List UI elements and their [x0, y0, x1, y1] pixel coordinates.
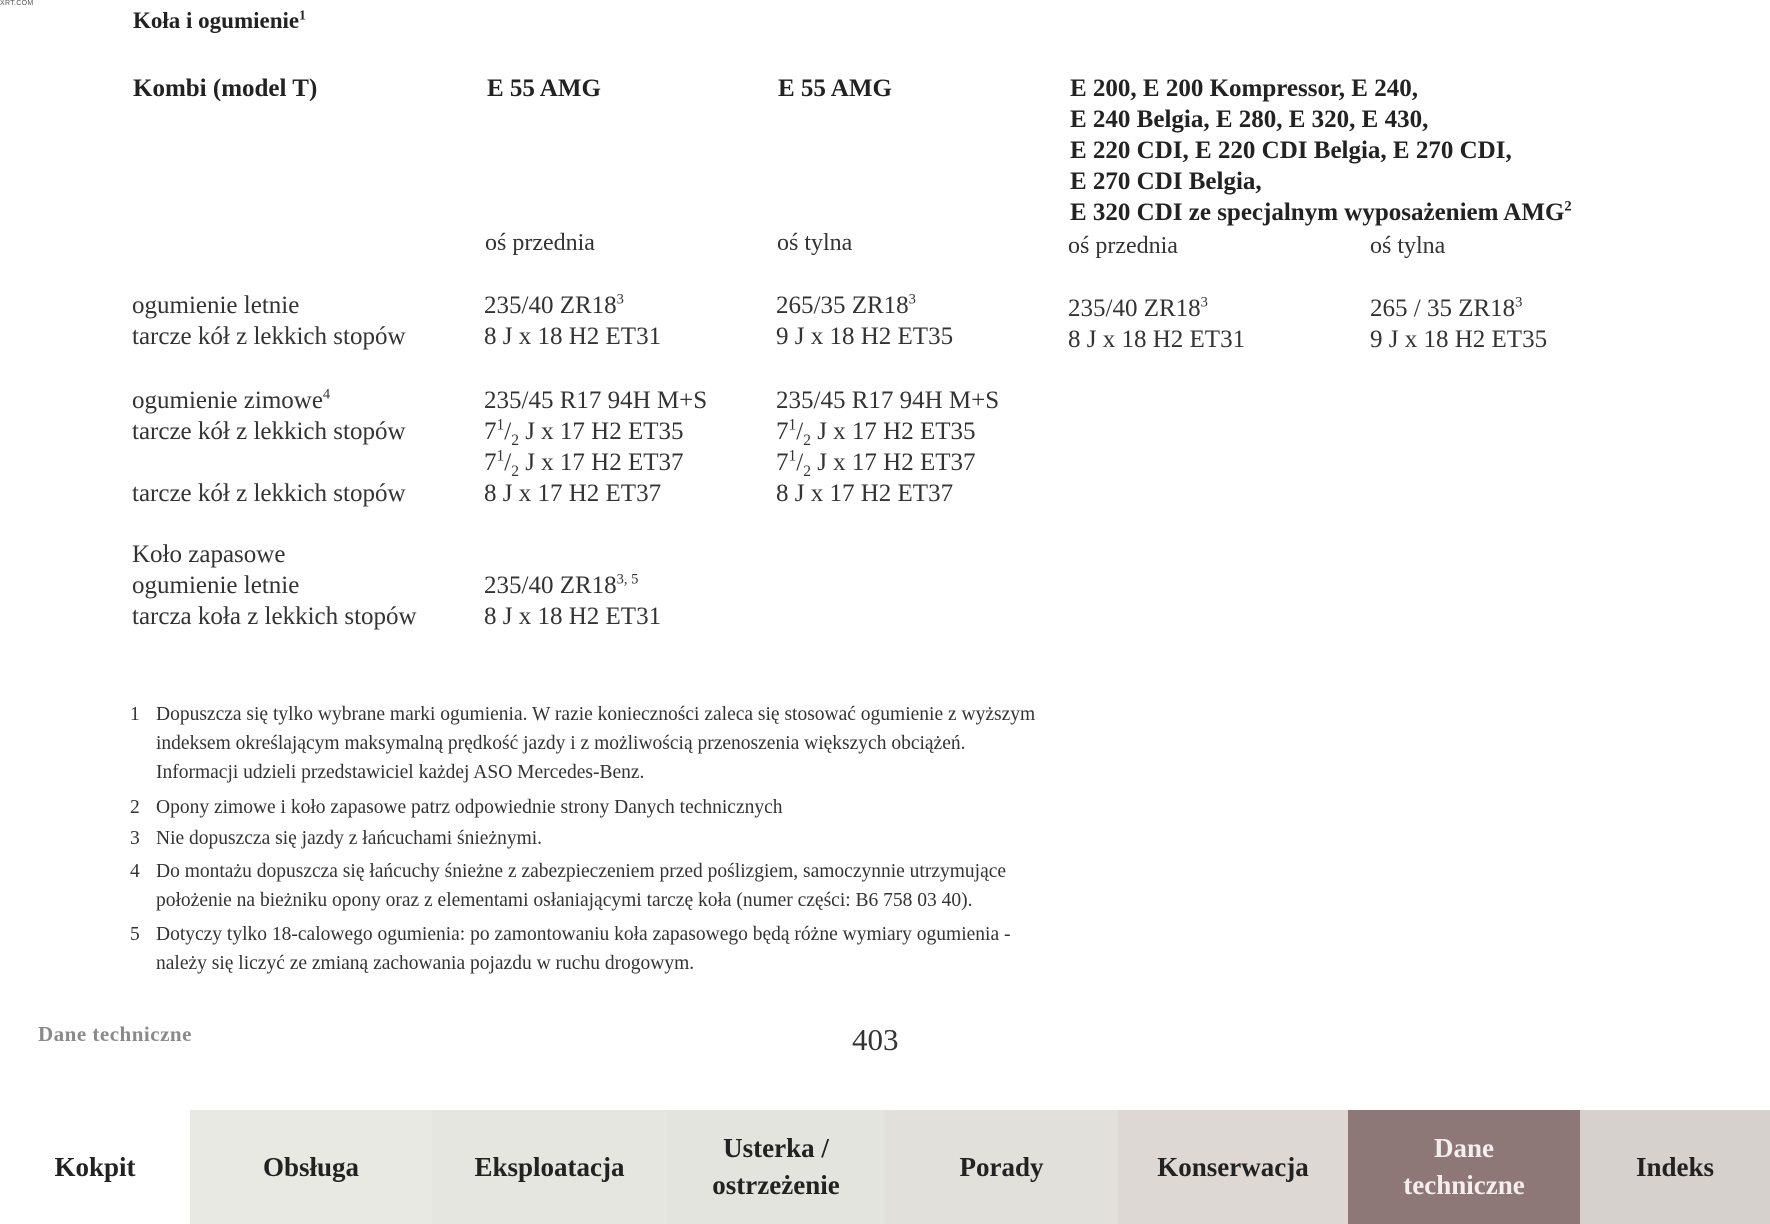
value-summer-tire — [776, 290, 916, 321]
header-col3-line: E 240 Belgia, E 280, E 320, E 430, — [1070, 106, 1429, 133]
header-col3-line-last — [1070, 197, 1572, 228]
header-col3-line: E 200, E 200 Kompressor, E 240, — [1070, 75, 1418, 102]
footnote-number: 1 — [130, 704, 140, 725]
rim-fraction-den: 2 — [511, 463, 519, 480]
footnote-number: 4 — [130, 861, 140, 882]
value-rim: 8 J x 17 H2 ET37 — [484, 480, 662, 507]
header-col3-footnote-ref: 2 — [1564, 198, 1572, 215]
value-rim: $7^1/_2$ J x 17 H2 ET35 — [776, 416, 976, 449]
footnote-ref: 3 — [1200, 294, 1208, 311]
value-text: 235/40 ZR18 — [1068, 295, 1201, 322]
watermark: XRT.COM — [0, 0, 34, 7]
page-title-footnote-ref: 1 — [299, 7, 306, 23]
tab-indeks[interactable] — [1580, 1110, 1770, 1224]
rim-whole: 7 — [484, 449, 497, 476]
tab-label: Eksploatacja — [474, 1151, 625, 1182]
tab-label: Porady — [959, 1151, 1044, 1182]
footnote-line: należy się liczyć ze zmianą zachowania pojazdu w ruchu drogowym. — [156, 953, 695, 974]
section-tab-bar — [0, 1110, 1770, 1224]
subheader-front-axle: oś przednia — [1068, 233, 1178, 259]
footnote-line: Nie dopuszcza się jazdy z łańcuchami śnieżnymi. — [156, 828, 543, 849]
tab-label — [712, 1130, 839, 1204]
footnote-line: indeksem określającym maksymalną prędkość jazdy i z możliwością przenoszenia większych obciążeń. — [156, 733, 966, 754]
value-summer-tire — [484, 290, 624, 321]
header-col1-model: E 55 AMG — [487, 75, 601, 102]
footnote-number: 2 — [130, 797, 140, 818]
tab-usterka-ostrzezenie[interactable] — [667, 1110, 885, 1224]
label-spare-wheel: Koło zapasowe — [132, 541, 286, 568]
label-alloy-rims: tarcze kół z lekkich stopów — [132, 323, 406, 350]
footnote-number: 5 — [130, 924, 140, 945]
subheader-rear-axle: oś tylna — [1370, 233, 1446, 259]
rim-rest: J x 17 H2 ET37 — [810, 449, 976, 476]
tab-label: Konserwacja — [1157, 1151, 1309, 1182]
tab-label: Indeks — [1635, 1151, 1715, 1182]
footnote-line: Informacji udzieli przedstawiciel każdej ASO Mercedes-Benz. — [156, 762, 645, 783]
value-text: 265 / 35 ZR18 — [1370, 295, 1516, 322]
label-winter-tires — [132, 385, 330, 416]
footnote-ref: 3 — [908, 291, 916, 308]
page-number: 403 — [852, 1022, 899, 1057]
footnote — [130, 824, 1430, 854]
footnote — [130, 857, 1430, 917]
rim-fraction-num: 1 — [496, 416, 505, 434]
value-text: 235/40 ZR18 — [484, 572, 617, 599]
footnote-line: Dopuszcza się tylko wybrane marki ogumienia. W razie konieczności zaleca się stosować ogumienie z wyższym — [156, 704, 1036, 725]
value-summer-tire — [1370, 293, 1522, 324]
rim-fraction-num: 1 — [788, 416, 797, 434]
tab-obsluga[interactable] — [190, 1110, 432, 1224]
value-rim: 8 J x 17 H2 ET37 — [776, 480, 954, 507]
subheader-front-axle: oś przednia — [485, 230, 595, 256]
value-rim: $7^1/_2$ J x 17 H2 ET37 — [484, 447, 684, 480]
page-title-text: Koła i ogumienie — [133, 8, 300, 33]
rim-fraction-den: 2 — [803, 432, 811, 449]
footnote — [130, 793, 1430, 823]
value-spare-tire — [484, 570, 638, 601]
footnote — [130, 700, 1430, 790]
tab-dane-techniczne[interactable] — [1348, 1110, 1580, 1224]
tab-label: Obsługa — [262, 1151, 360, 1182]
value-rim: 8 J x 18 H2 ET31 — [484, 323, 662, 350]
header-col2-model: E 55 AMG — [778, 75, 892, 102]
tab-label-line: ostrzeżenie — [712, 1170, 840, 1200]
value-rim: 8 J x 18 H2 ET31 — [484, 603, 662, 630]
rim-rest: J x 17 H2 ET35 — [810, 418, 976, 445]
page-title — [133, 8, 306, 34]
tab-label-line: techniczne — [1403, 1170, 1525, 1200]
tab-label — [1403, 1130, 1524, 1204]
tab-label-line: Dane — [1434, 1133, 1494, 1163]
footnote-line: położenie na bieżniku opony oraz z elementami osłaniającymi tarczę koła (numer części: B6 758 03 40). — [156, 890, 973, 911]
rim-rest: J x 17 H2 ET35 — [518, 418, 684, 445]
tab-eksploatacja[interactable] — [432, 1110, 667, 1224]
label-summer-tires: ogumienie letnie — [132, 572, 300, 599]
label-summer-tires: ogumienie letnie — [132, 292, 300, 319]
header-model: Kombi (model T) — [133, 75, 318, 102]
footnote-ref: 3, 5 — [616, 571, 639, 588]
value-rim: 9 J x 18 H2 ET35 — [776, 323, 954, 350]
footnote-ref: 3 — [1515, 294, 1523, 311]
label-text: ogumienie zimowe — [132, 387, 323, 414]
value-rim: $7^1/_2$ J x 17 H2 ET35 — [484, 416, 684, 449]
rim-whole: 7 — [776, 418, 789, 445]
header-col3-line: E 270 CDI Belgia, — [1070, 168, 1262, 195]
label-alloy-rims: tarcze kół z lekkich stopów — [132, 418, 406, 445]
value-winter-tire: 235/45 R17 94H M+S — [776, 387, 1000, 414]
rim-fraction-num: 1 — [788, 447, 797, 465]
footnote-ref: 4 — [322, 386, 331, 403]
footnote — [130, 920, 1430, 980]
value-text: 265/35 ZR18 — [776, 292, 909, 319]
value-text: 235/40 ZR18 — [484, 292, 617, 319]
rim-rest: J x 17 H2 ET37 — [518, 449, 684, 476]
footnote-line: Dotyczy tylko 18-calowego ogumienia: po zamontowaniu koła zapasowego będą różne wymiary ogumienia - — [156, 924, 1011, 945]
value-rim: $7^1/_2$ J x 17 H2 ET37 — [776, 447, 976, 480]
rim-fraction-num: 1 — [496, 447, 505, 465]
value-summer-tire — [1068, 293, 1208, 324]
label-alloy-rim: tarcza koła z lekkich stopów — [132, 603, 417, 630]
rim-fraction-den: 2 — [803, 463, 811, 480]
header-col3-models — [1070, 73, 1572, 228]
header-col3-line: E 220 CDI, E 220 CDI Belgia, E 270 CDI, — [1070, 137, 1512, 164]
rim-fraction-den: 2 — [511, 432, 519, 449]
footnote-line: Do montażu dopuszcza się łańcuchy śnieżne z zabezpieczeniem przed poślizgiem, samoczynnie utrzymujące — [156, 861, 1007, 882]
header-col3-line-text: E 320 CDI ze specjalnym wyposażeniem AMG — [1070, 199, 1565, 226]
label-alloy-rims: tarcze kół z lekkich stopów — [132, 480, 406, 507]
rim-whole: 7 — [484, 418, 497, 445]
footnote-number: 3 — [130, 828, 140, 849]
footer-section-label: Dane techniczne — [38, 1022, 192, 1046]
tab-porady[interactable] — [885, 1110, 1118, 1224]
value-rim: 8 J x 18 H2 ET31 — [1068, 326, 1246, 353]
tab-konserwacja[interactable] — [1118, 1110, 1348, 1224]
footnote-line: Opony zimowe i koło zapasowe patrz odpowiednie strony Danych technicznych — [156, 797, 783, 818]
tab-label-line: Usterka / — [723, 1133, 829, 1163]
value-winter-tire: 235/45 R17 94H M+S — [484, 387, 708, 414]
footnote-ref: 3 — [616, 291, 624, 308]
rim-whole: 7 — [776, 449, 789, 476]
subheader-rear-axle: oś tylna — [777, 230, 853, 256]
tab-kokpit[interactable] — [0, 1110, 190, 1224]
tab-label: Kokpit — [54, 1151, 136, 1182]
value-rim: 9 J x 18 H2 ET35 — [1370, 326, 1548, 353]
